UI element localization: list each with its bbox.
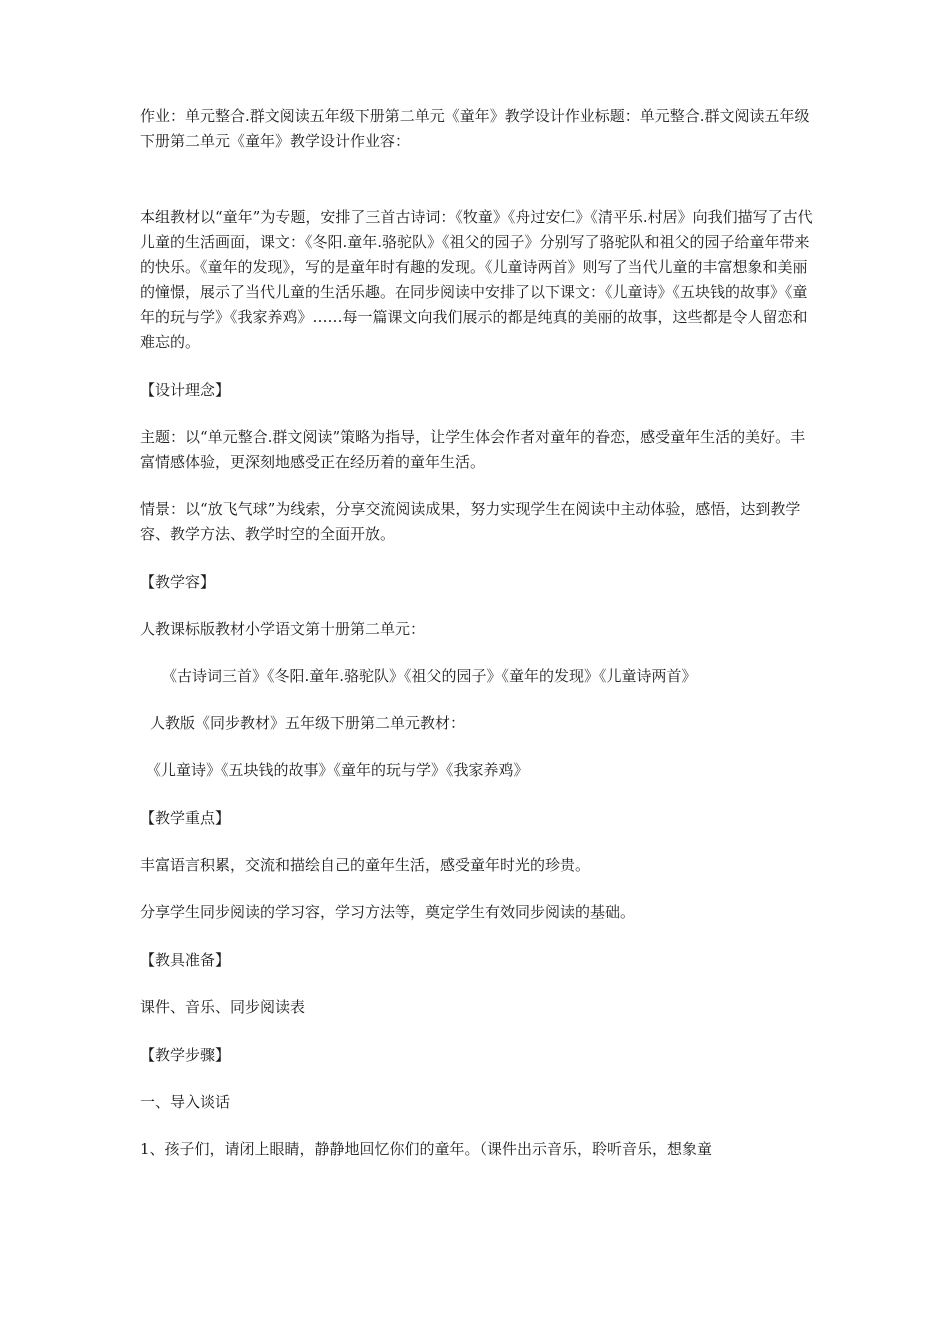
content-line-3: 人教版《同步教材》五年级下册第二单元教材： — [150, 714, 466, 732]
heading-tools: 【教具准备】 — [140, 951, 231, 969]
theme-paragraph: 主题：以“单元整合.群文阅读”策略为指导，让学生体会作者对童年的眷恋，感受童年生活的美好。丰富情感体验，更深刻地感受正在经历着的童年生活。 — [140, 428, 806, 471]
content-line-4: 《儿童诗》《五块钱的故事》《童年的玩与学》《我家养鸡》 — [146, 761, 529, 779]
focus-line-2: 分享学生同步阅读的学习容，学习方法等，奠定学生有效同步阅读的基础。 — [140, 903, 636, 921]
heading-focus: 【教学重点】 — [140, 809, 231, 827]
intro-paragraph: 本组教材以“童年”为专题，安排了三首古诗词：《牧童》《舟过安仁》《清平乐.村居》向我们描写了古代儿童的生活画面，课文：《冬阳.童年.骆驼队》《祖父的园子》分别写了骆驼队和祖父的园子给童年带来的快乐。《童年的发现》，写的是童年时有趣的发现。《儿童诗两首》则写了当代儿童的丰富想象和美丽的憧憬，展示了当代儿童的生活乐趣。在同步阅读中安排了以下课文：《儿童诗》《五块钱的故事》《童年的玩与学》《我家养鸡》……每一篇课文向我们展示的都是纯真的美丽的故事，这些都是令人留恋和难忘的。 — [140, 208, 813, 351]
document-page — [140, 104, 816, 1162]
step-1-1: 1、孩子们，请闭上眼睛，静静地回忆你们的童年。（课件出示音乐，聆听音乐，想象童 — [140, 1140, 713, 1158]
scene-paragraph: 情景：以“放飞气球”为线索，分享交流阅读成果，努力实现学生在阅读中主动体验，感悟，达到教学容、教学方法、教学时空的全面开放。 — [140, 500, 801, 543]
tools-line: 课件、音乐、同步阅读表 — [140, 998, 306, 1016]
content-line-2: 《古诗词三首》《冬阳.童年.骆驼队》《祖父的园子》《童年的发现》《儿童诗两首》 — [162, 667, 697, 685]
title-line: 作业：单元整合.群文阅读五年级下册第二单元《童年》教学设计作业标题：单元整合.群文阅读五年级下册第二单元《童年》教学设计作业容： — [140, 107, 810, 150]
focus-line-1: 丰富语言积累，交流和描绘自己的童年生活，感受童年时光的珍贵。 — [140, 856, 591, 874]
step-1: 一、导入谈话 — [140, 1093, 231, 1111]
heading-content: 【教学容】 — [140, 573, 216, 591]
content-line-1: 人教课标版教材小学语文第十册第二单元： — [140, 620, 426, 638]
heading-design: 【设计理念】 — [140, 381, 231, 399]
heading-steps: 【教学步骤】 — [140, 1046, 231, 1064]
